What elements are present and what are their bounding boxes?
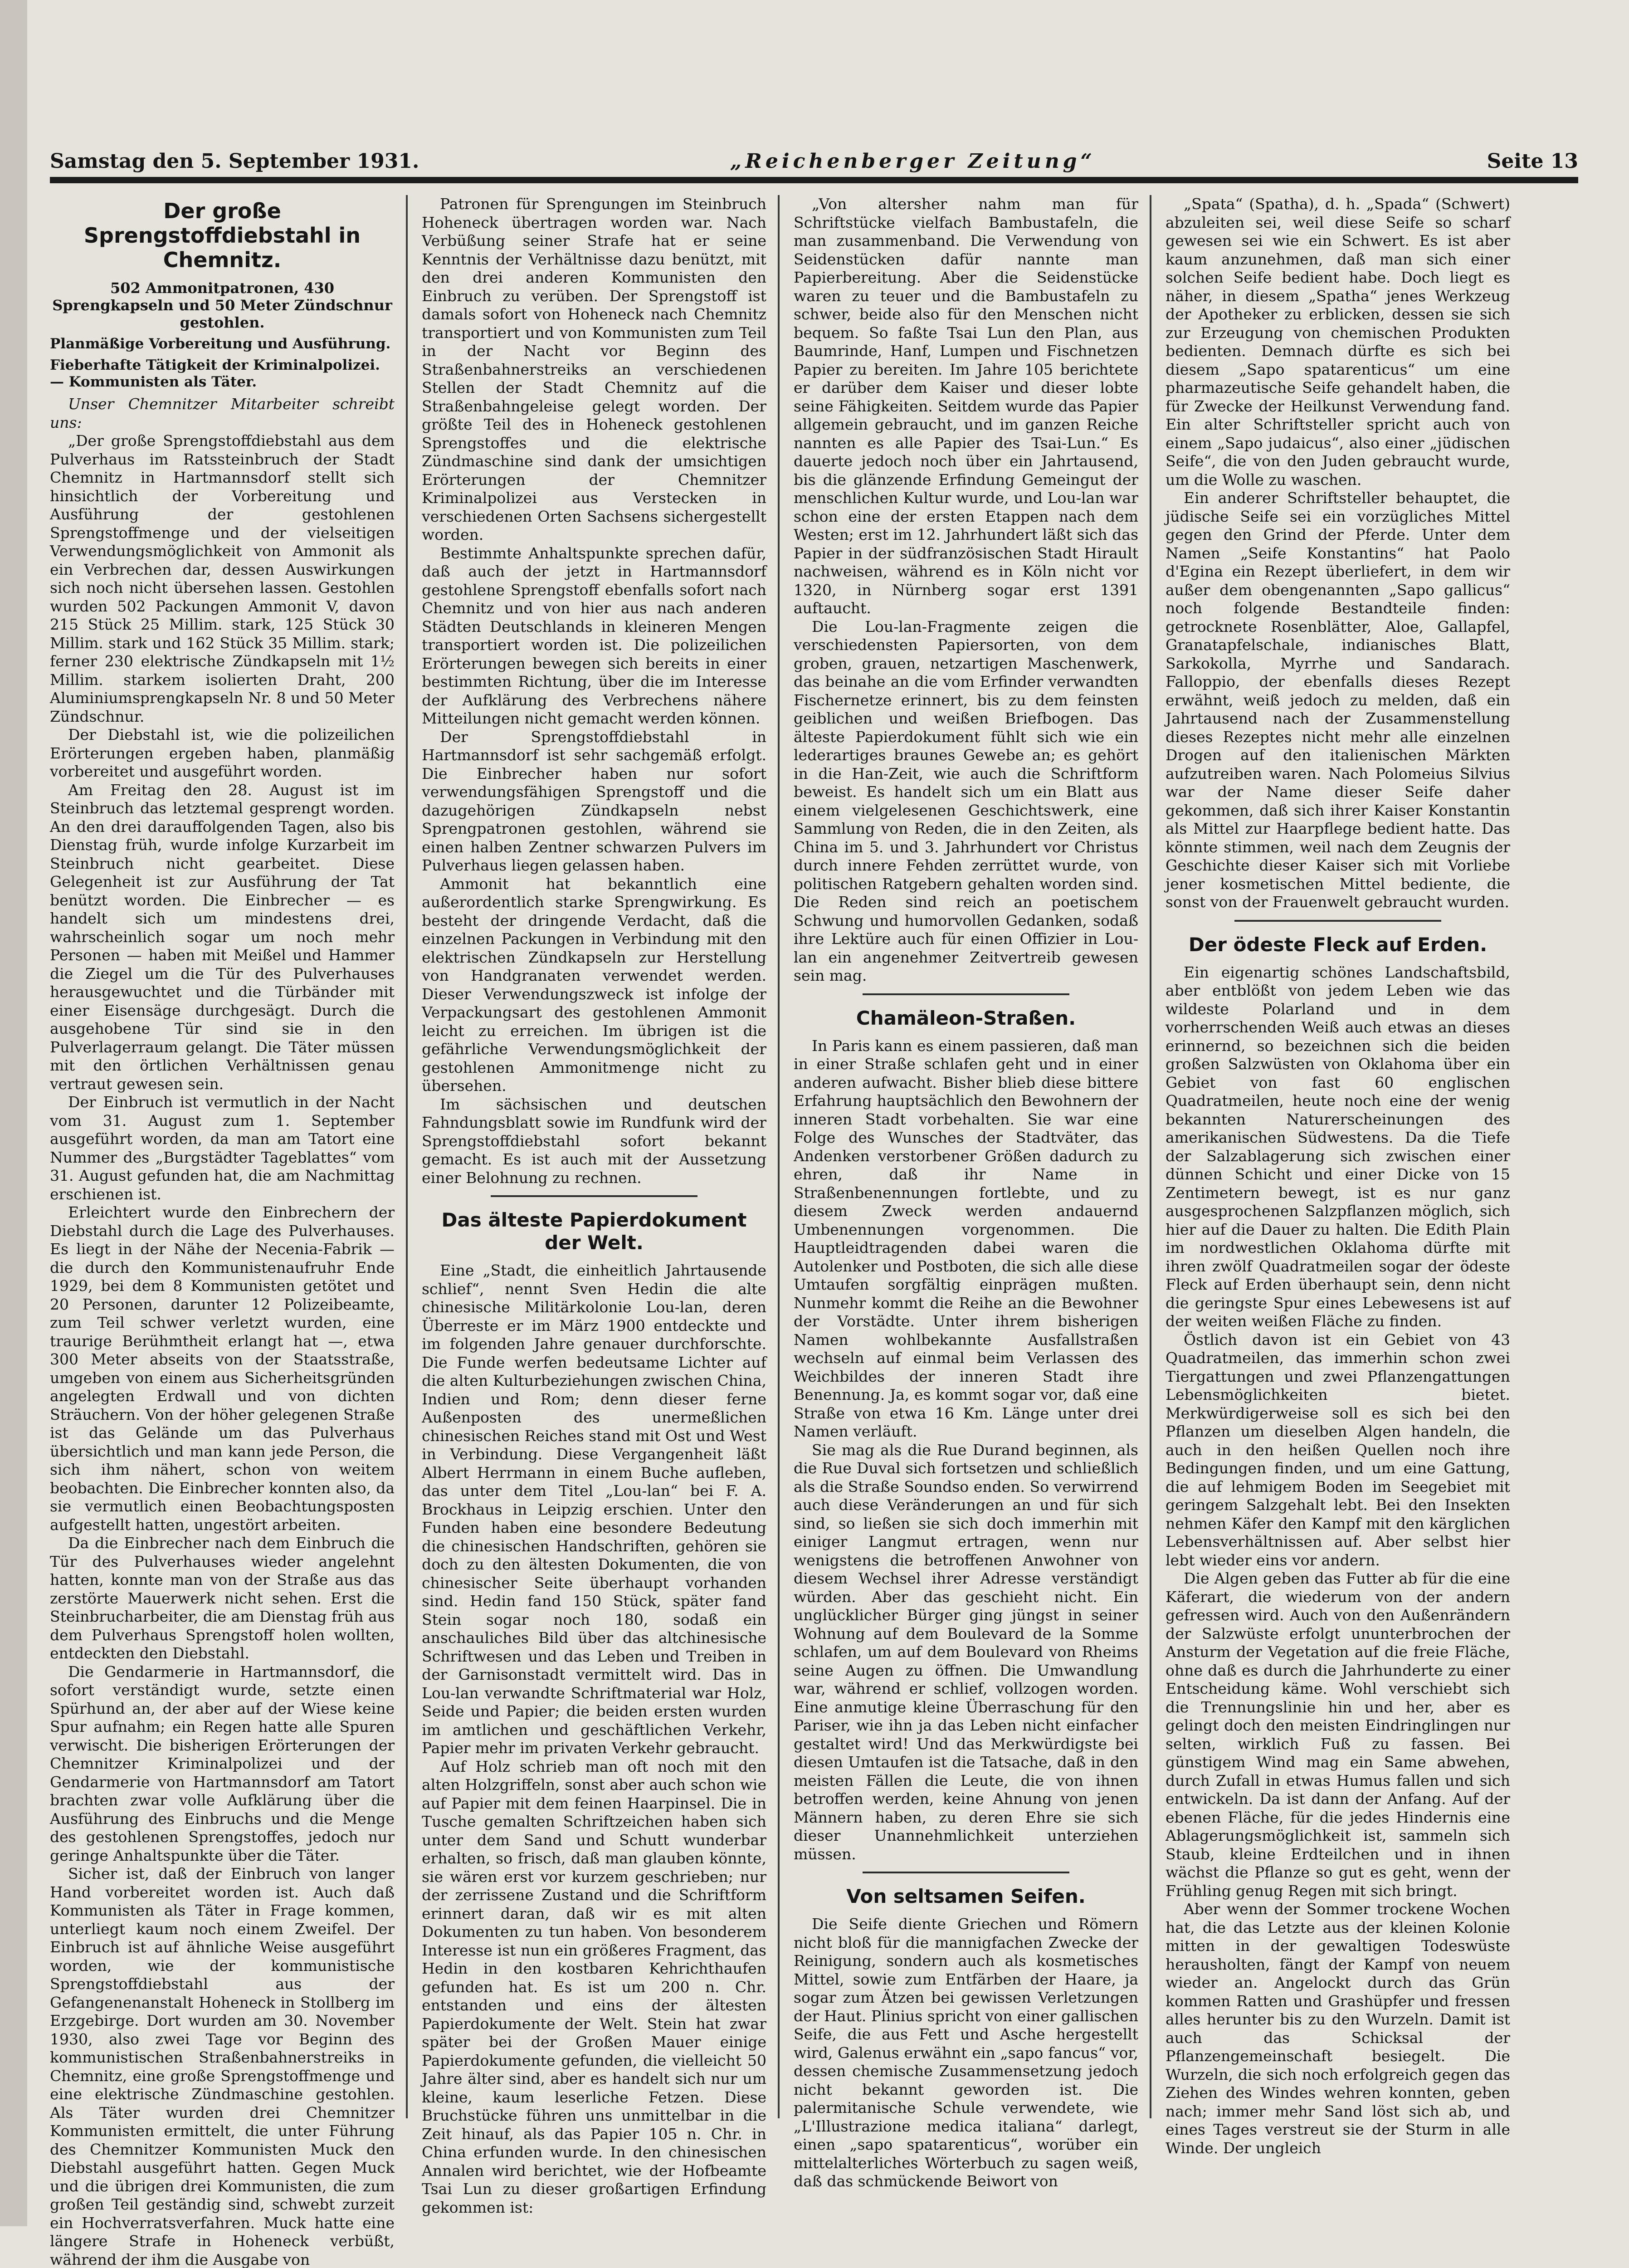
paragraph: Da die Einbrecher nach dem Einbruch die Tür des Pulverhauses wieder angelehnt hatten, konnte man von der Straße aus das zerstörte Mauerwerk nicht sehen. Erst die Steinbrucharbeiter, die am Dienstag früh aus dem Pulverhaus Sprengstoff holen wollten, entdeckten den Diebstahl.	[50, 1534, 395, 1662]
paragraph: Ammonit hat bekanntlich eine außerordentlich starke Sprengwirkung. Es besteht der dringende Verdacht, daß die einzelnen Packungen in Verbindung mit den elektrischen Zündkapseln zur Herstellung von Handgranaten verwendet werden. Dieser Verwendungszweck ist infolge der Verpackungsart des gestohlenen Ammonit leicht zu erreichen. Im übrigen ist die gefährliche Verwendungsmöglichkeit der gestohlenen Ammonitmenge nicht zu übersehen.	[422, 875, 766, 1095]
column-separator	[1150, 195, 1151, 2118]
paragraph: Auf Holz schrieb man oft noch mit den alten Holzgriffeln, sonst aber auch schon wie auf Papier mit dem feinen Haarpinsel. Die in Tusche gemalten Schriftzeichen haben sich unter dem Sand und Schutt wunderbar erhalten, so frisch, daß man glauben könnte, sie wären erst vor kurzem geschrieben; nur der zerrissene Zustand und die Schriftform erinnert daran, daß wir es mit alten Dokumenten zu tun haben. Von besonderem Interesse ist nun ein größeres Fragment, das Hedin in den kostbaren Kehrichthaufen gefunden hat. Es ist um 200 n. Chr. entstanden und eins der ältesten Papierdokumente der Welt. Stein hat zwar später bei der Großen Mauer einige Papierdokumente gefunden, die vielleicht 50 Jahre älter sind, aber es handelt sich nur um kleine, kaum leserliche Fetzen. Diese Bruchstücke führen uns unmittelbar in die Zeit hinauf, als das Papier 105 n. Chr. in China erfunden wurde. In den chinesischen Annalen wird berichtet, wie der Hofbeamte Tsai Lun zu dieser großartigen Erfindung gekommen ist:	[422, 1757, 766, 2216]
paragraph: Die Gendarmerie in Hartmannsdorf, die sofort verständigt wurde, setzte einen Spürhund an, der aber auf der Wiese keine Spur aufnahm; ein Regen hatte alle Spuren verwischt. Die bisherigen Erörterungen der Chemnitzer Kriminalpolizei und der Gendarmerie von Hartmannsdorf am Tatort brachten zwar volle Aufklärung über die Ausführung des Einbruchs und die Menge des gestohlenen Sprengstoffes, jedoch nur geringe Anhaltspunkte über die Täter.	[50, 1662, 395, 1864]
article-title-papierdokument: Das älteste Papierdokument der Welt.	[441, 1209, 747, 1254]
article-title-oedeste-fleck: Der ödeste Fleck auf Erden.	[1188, 933, 1488, 956]
column-3	[794, 195, 1138, 2190]
paragraph: Die Lou-lan-Fragmente zeigen die verschiedensten Papiersorten, von dem groben, grauen, netzartigen Maschenwerk, das beinahe an die vom Erfinder verwandten Fischernetze erinnert, bis zu dem feinsten geiblichen und weißen Briefbogen. Das älteste Papierdokument fühlt sich wie ein lederartiges braunes Gewebe an; es gehört in die Han-Zeit, wie auch die Schriftform beweist. Es handelt sich um ein Blatt aus einem vielgelesenen Geschichtswerk, eine Sammlung von Reden, die in den Zeiten, als China im 5. und 3. Jahrhundert vor Christus durch innere Fehden zerrüttet wurde, von politischen Ratgebern gehalten worden sind. Die Reden sind reich an poetischem Schwung und humorvollen Gedanken, sodaß ihre Lektüre auch für einen Offizier in Lou-lan ein angenehmer Zeitvertreib gewesen sein mag.	[794, 617, 1138, 984]
article-divider	[491, 1195, 697, 1197]
article-subtitle: 502 Ammonitpatronen, 430 Sprengkapseln und 50 Meter Zündschnur gestohlen.	[52, 279, 392, 331]
paragraph: „Von altersher nahm man für Schriftstücke vielfach Bambustafeln, die man zusammenband. Die Verwendung von Seidenstücken dafür nannte man Papierbereitung. Aber die Seidenstücke waren zu teuer und die Bambustafeln zu schwer, beide also für den Menschen nicht bequem. So faßte Tsai Lun den Plan, aus Baumrinde, Hanf, Lumpen und Fischnetzen Papier zu bereiten. Im Jahre 105 berichtete er darüber dem Kaiser und dieser lobte seine Fähigkeiten. Seitdem wurde das Papier allgemein gebraucht, und im ganzen Reiche nannten es alle Papier des Tsai-Lun.“ Es dauerte jedoch noch über ein Jahrtausend, bis die glänzende Erfindung Gemeingut der menschlichen Kultur wurde, und Lou-lan war schon eine der ersten Etappen nach dem Westen; erst im 12. Jahrhundert läßt sich das Papier in der südfranzösischen Stadt Hirault nachweisen, während es in Köln nicht vor 1320, in Nürnberg sogar erst 1391 auftaucht.	[794, 195, 1138, 617]
article-body	[794, 1915, 1138, 2191]
masthead	[50, 150, 1578, 171]
article-body	[794, 195, 1138, 985]
article-body	[422, 195, 766, 1187]
paragraph: Im sächsischen und deutschen Fahndungsblatt sowie im Rundfunk wird der Sprengstoffdiebstahl sofort bekannt gemacht. Es ist auch mit der Aussetzung einer Belohnung zu rechnen.	[422, 1095, 766, 1187]
paragraph: Eine „Stadt, die einheitlich Jahrtausende schlief“, nennt Sven Hedin die alte chinesische Militärkolonie Lou-lan, deren Überreste er im März 1900 entdeckte und im folgenden Jahre genauer durchforschte. Die Funde werfen bedeutsame Lichter auf die alten Kulturbeziehungen zwischen China, Indien und Rom; denn dieser ferne Außenposten des unermeßlichen chinesischen Reiches stand mit Ost und West in Verbindung. Diese Vergangenheit läßt Albert Herrmann in einem Buche aufleben, das unter dem Titel „Lou-lan“ bei F. A. Brockhaus in Leipzig erschien. Unter den Funden haben eine besondere Bedeutung die chinesischen Handschriften, gehören sie doch zu den ältesten Dokumenten, die von chinesischer Seite überhaupt vorhanden sind. Hedin fand 150 Stück, später fand Stein sogar noch 180, sodaß ein anschauliches Bild über das altchinesische Schriftwesen und das Leben und Treiben in der Garnisonstadt vermittelt wird. Das in Lou-lan verwandte Schriftmaterial war Holz, Seide und Papier; die beiden ersten wurden im amtlichen und geschäftlichen Verkehr, Papier mehr im privaten Verkehr gebraucht.	[422, 1261, 766, 1757]
article-divider	[863, 993, 1069, 995]
scan-edge	[0, 0, 27, 2226]
paragraph: Am Freitag den 28. August ist im Steinbruch das letztemal gesprengt worden. An den drei darauffolgenden Tagen, also bis Dienstag früh, wurde infolge Kurzarbeit im Steinbruch nicht gearbeitet. Diese Gelegenheit ist zur Ausführung der Tat benützt worden. Die Einbrecher — es handelt sich um mindestens drei, wahrscheinlich sogar um noch mehr Personen — haben mit Meißel und Hammer die Ziegel um die Tür des Pulverhauses herausgewuchtet und die Türbänder mit einer Eisensäge durchgesägt. Durch die ausgehobene Tür sind sie in den Pulverlagerraum gelangt. Die Täter müssen mit den örtlichen Verhältnissen genau vertraut gewesen sein.	[50, 781, 395, 1093]
article-divider	[1234, 920, 1441, 922]
paragraph: Ein eigenartig schönes Landschaftsbild, aber entblößt von jedem Leben wie das wildeste Polarland und in dem vorherrschenden Weiß auch etwas an dieses erinnernd, so bezeichnen sich die beiden großen Salzwüsten von Oklahoma über ein Gebiet von fast 60 englischen Quadratmeilen, heute noch eine der wenig bekannten Naturerscheinungen des amerikanischen Südwestens. Da die Tiefe der Salzablagerung sich zwischen einer dünnen Schicht und einer Dicke von 15 Zentimetern bewegt, ist es nur ganz ausgesprochenen Salzpflanzen möglich, sich hier auf die Dauer zu halten. Die Edith Plain im nordwestlichen Oklahoma dürfte mit ihren zwölf Quadratmeilen sogar der ödeste Fleck auf Erden überhaupt sein, denn nicht die geringste Spur eines Lebewesens ist auf der weiten weißen Fläche zu finden.	[1166, 963, 1510, 1330]
column-2	[422, 195, 766, 2216]
article-body	[1166, 195, 1510, 912]
paragraph: „Spata“ (Spatha), d. h. „Spada“ (Schwert) abzuleiten sei, weil diese Seife so scharf gewesen sei wie ein Schwert. Es ist aber kaum anzunehmen, daß man sich einer solchen Seife bedient habe. Doch liegt es näher, in diesem „Spatha“ jenes Werkzeug der Apotheker zu erblicken, dessen sie sich zur Erzeugung von chemischen Produkten bedienten. Demnach dürfte es sich bei diesem „Sapo spatarenticus“ um eine pharmazeutische Seife gehandelt haben, die für Zwecke der Heilkunst Verwendung fand. Ein alter Schriftsteller spricht auch von einem „Sapo judaicus“, also einer „jüdischen Seife“, die von den Juden gebraucht wurde, um die Wolle zu waschen.	[1166, 195, 1510, 489]
article-title-sprengstoff: Der große Sprengstoffdiebstahl in Chemnitz.	[83, 199, 361, 272]
article-title-seifen: Von seltsamen Seifen.	[846, 1885, 1086, 1907]
article-body	[50, 432, 395, 2268]
article-intro: Unser Chemnitzer Mitarbeiter schreibt uns:	[50, 395, 395, 431]
paragraph: Sicher ist, daß der Einbruch von langer Hand vorbereitet worden ist. Auch daß Kommunisten als Täter in Frage kommen, unterliegt kaum noch einem Zweifel. Der Einbruch ist auf ähnliche Weise ausgeführt worden, wie der kommunistische Sprengstoffdiebstahl aus der Gefangenenanstalt Hoheneck in Stollberg im Erzgebirge. Dort wurden am 30. November 1930, also zwei Tage vor Beginn des kommunistischen Straßenbahnerstreiks in Chemnitz, eine große Sprengstoffmenge und eine elektrische Zündmaschine gestohlen. Als Täter wurden drei Chemnitzer Kommunisten ermittelt, die unter Führung des Chemnitzer Kommunisten Muck den Diebstahl ausgeführt hatten. Gegen Muck und die übrigen drei Kommunisten, die zum großen Teil geständig sind, schwebt zurzeit ein Hochverratsverfahren. Muck hatte eine längere Strafe in Hoheneck verbüßt, während der ihm die Ausgabe von	[50, 1865, 395, 2268]
paragraph: Östlich davon ist ein Gebiet von 43 Quadratmeilen, das immerhin schon zwei Tiergattungen und zwei Pflanzengattungen Lebensmöglichkeiten bietet. Merkwürdigerweise soll es sich bei den Pflanzen um dieselben Algen handeln, die auch in den heißen Quellen noch ihre Bedingungen finden, und um eine Gattung, die auf lehmigem Boden im Seegebiet mit geringem Salzgehalt lebt. Bei den Insekten nehmen Käfer den Kampf mit den kärglichen Lebensverhältnissen auf. Aber selbst hier lebt wieder eins vor andern.	[1166, 1330, 1510, 1569]
article-body	[422, 1261, 766, 2217]
paragraph: Aber wenn der Sommer trockene Wochen hat, die das Letzte aus der kleinen Kolonie mitten in der gewaltigen Todeswüste herausholten, fängt der Kampf von neuem wieder an. Angelockt durch das Grün kommen Ratten und Grashüpfer und fressen alles herunter bis zu den Wurzeln. Damit ist auch das Schicksal der Pflanzengemeinschaft besiegelt. Die Wurzeln, die sich noch erfolgreich gegen das Ziehen des Windes wehren konnten, geben nach; immer mehr Sand löst sich ab, und eines Tages verstreut sie der Sturm in alle Winde. Der ungleich	[1166, 1900, 1510, 2157]
paragraph: Erleichtert wurde den Einbrechern der Diebstahl durch die Lage des Pulverhauses. Es liegt in der Nähe der Necenia-Fabrik — die durch den Kommunistenaufruhr Ende 1929, bei dem 8 Kommunisten getötet und 20 Personen, darunter 12 Polizeibeamte, zum Teil schwer verletzt wurden, eine traurige Berühmtheit erlangt hat —, etwa 300 Meter abseits von der Staatsstraße, umgeben von einem aus Sicherheitsgründen angelegten Erdwall und von dichten Sträuchern. Von der höher gelegenen Straße ist das Gelände um das Pulverhaus übersichtlich und man kann jede Person, die sich ihm nähert, schon von weitem beobachten. Die Einbrecher konnten also, da sie vermutlich einen Beobachtungsposten aufgestellt hatten, ungestört arbeiten.	[50, 1203, 395, 1534]
column-1	[50, 195, 395, 2268]
masthead-page: Seite 13	[1487, 150, 1578, 173]
paragraph: Der Sprengstoffdiebstahl in Hartmannsdorf ist sehr sachgemäß erfolgt. Die Einbrecher haben nur sofort verwendungsfähigen Sprengstoff und die dazugehörigen Zündkapseln nebst Sprengpatronen gestohlen, während sie einen halben Zentner schwarzen Pulvers im Pulverhaus liegen gelassen haben.	[422, 728, 766, 874]
paragraph: Ein anderer Schriftsteller behauptet, die jüdische Seife sei ein vorzügliches Mittel gegen den Grind der Pferde. Unter dem Namen „Seife Konstantins“ hat Paolo d'Egina ein Rezept überliefert, in dem wir außer dem obengenannten „Sapo gallicus“ noch folgende Bestandteile finden: getrocknete Rosenblätter, Aloe, Gallapfel, Granatapfelschale, indianisches Blatt, Sarkokolla, Myrrhe und Sandarach. Falloppio, der ebenfalls dieses Rezept erwähnt, weiß jedoch zu melden, daß ein Jahrtausend nach der Zusammenstellung dieses Rezeptes nicht mehr alle einzelnen Drogen auf den italienischen Märkten aufzutreiben waren. Nach Polomeius Silvius war der Name dieser Seife daher gekommen, daß sich ihrer Kaiser Konstantin als Mittel zur Haarpflege bedient hatte. Das könnte stimmen, weil nach dem Zeugnis der Geschichte dieser Kaiser sich mit Vorliebe jener kosmetischen Mittel bediente, die sonst von der Frauenwelt gebraucht wurden.	[1166, 489, 1510, 911]
masthead-rule	[50, 177, 1578, 183]
paragraph: Der Diebstahl ist, wie die polizeilichen Erörterungen ergeben haben, planmäßig vorbereitet und ausgeführt worden.	[50, 726, 395, 780]
article-divider	[863, 1872, 1069, 1873]
article-title-chamaeleon: Chamäleon-Straßen.	[856, 1007, 1076, 1029]
article-subtitle: Planmäßige Vorbereitung und Ausführung.	[50, 336, 391, 352]
masthead-paper: „Reichenberger Zeitung“	[730, 150, 1096, 173]
column-4	[1166, 195, 1510, 2157]
paragraph: In Paris kann es einem passieren, daß man in einer Straße schlafen geht und in einer anderen aufwacht. Bisher blieb diese bittere Erfahrung hauptsächlich den Bewohnern der inneren Stadt vorbehalten. Sie war eine Folge des Wunsches der Stadtväter, das Andenken verstorbener Größen dadurch zu ehren, daß ihr Name in Straßenbenennungen fortlebte, und zu diesem Zweck werden andauernd Umbenennungen vorgenommen. Die Hauptleidtragenden dabei waren die Autolenker und Postboten, die sich alle diese Umtaufen sorgfältig einprägen mußten. Nunmehr kommt die Reihe an die Bewohner der Vorstädte. Unter ihrem bisherigen Namen wohlbekannte Ausfallstraßen wechseln auf einmal beim Verlassen des Weichbildes der inneren Stadt ihre Benennung. Ja, es kommt sogar vor, daß eine Straße von etwa 16 Km. Länge unter drei Namen verläuft.	[794, 1036, 1138, 1440]
paragraph: Bestimmte Anhaltspunkte sprechen dafür, daß auch der jetzt in Hartmannsdorf gestohlene Sprengstoff ebenfalls sofort nach Chemnitz und von hier aus nach anderen Städten Deutschlands in kleineren Mengen transportiert worden ist. Die polizeilichen Erörterungen bewegen sich bereits in einer bestimmten Richtung, über die im Interesse der Aufklärung des Verbrechens nähere Mitteilungen nicht gemacht werden können.	[422, 544, 766, 727]
column-separator	[778, 195, 780, 2118]
masthead-date: Samstag den 5. September 1931.	[50, 150, 419, 173]
paragraph: Die Seife diente Griechen und Römern nicht bloß für die mannigfachen Zwecke der Reinigung, sondern auch als kosmetisches Mittel, sowie zum Entfärben der Haare, ja sogar zum Ätzen bei gewissen Verletzungen der Haut. Plinius spricht von einer gallischen Seife, die aus Fett und Asche hergestellt wird, Galenus erwähnt ein „sapo fancus“ vor, dessen chemische Zusammensetzung jedoch nicht bekannt geworden ist. Die palermitanische Schule verwendete, wie „L'Illustrazione medica italiana“ darlegt, einen „sapo spatarenticus“, worüber ein mittelalterliches Wörterbuch zu sagen weiß, daß das schmückende Beiwort von	[794, 1915, 1138, 2190]
paragraph: „Der große Sprengstoffdiebstahl aus dem Pulverhaus im Ratssteinbruch der Stadt Chemnitz in Hartmannsdorf stellt sich hinsichtlich der Vorbereitung und Ausführung der gestohlenen Sprengstoffmenge und der vielseitigen Verwendungsmöglichkeit von Ammonit als ein Verbrechen dar, dessen Auswirkungen sich noch nicht übersehen lassen. Gestohlen wurden 502 Packungen Ammonit V, davon 215 Stück 25 Millim. stark, 125 Stück 30 Millim. stark und 162 Stück 35 Millim. stark; ferner 230 elektrische Zündkapseln mit 1½ Millim. starkem isolierten Draht, 200 Aluminiumsprengkapseln Nr. 8 und 50 Meter Zündschnur.	[50, 432, 395, 725]
paragraph: Die Algen geben das Futter ab für die eine Käferart, die wiederum von der andern gefressen wird. Auch von den Außenrändern der Salzwüste erfolgt ununterbrochen der Ansturm der Vegetation auf die freie Fläche, ohne daß es durch die Jahrhunderte zu einer Entscheidung käme. Wohl verschiebt sich die Trennungslinie hin und her, aber es gelingt doch den meisten Eindringlingen nur selten, wirklich Fuß zu fassen. Bei günstigem Wind mag ein Same abwehen, durch Zufall in etwas Humus fallen und sich entwickeln. Da ist dann der Anfang. Auf der ebenen Fläche, für die jedes Hindernis eine Ablagerungsmöglichkeit ist, sammeln sich Staub, kleine Erdteilchen und in ihnen wächst die Pflanze so gut es geht, wenn der Frühling genug Regen mit sich bringt.	[1166, 1569, 1510, 1900]
article-subtitle: Fieberhafte Tätigkeit der Kriminalpolizei. — Kommunisten als Täter.	[50, 357, 380, 390]
paragraph: Sie mag als die Rue Durand beginnen, als die Rue Duval sich fortsetzen und schließlich als die Straße Soundso enden. So verwirrend auch diese Veränderungen an und für sich sind, so ließen sie sich doch immerhin mit einiger Langmut ertragen, wenn nur wenigstens die betroffenen Anwohner von diesem Wechsel ihrer Adresse verständigt würden. Aber das geschieht nicht. Ein unglücklicher Bürger ging jüngst in seiner Wohnung auf dem Boulevard de la Somme schlafen, um auf dem Boulevard von Rheims seine Augen zu öffnen. Die Umwandlung war, während er schlief, vollzogen worden. Eine anmutige kleine Überraschung für den Pariser, wie ihn ja das Leben nicht einfacher gestaltet wird! Und das Merkwürdigste bei diesen Umtaufen ist die Tatsache, daß in den meisten Fällen die Leute, die von ihnen betroffen werden, keine Ahnung von jenen Männern haben, zu deren Ehre sie sich dieser Unannehmlichkeit unterziehen müssen.	[794, 1441, 1138, 1863]
column-separator	[406, 195, 408, 2118]
article-body	[1166, 963, 1510, 2158]
paragraph: Patronen für Sprengungen im Steinbruch Hoheneck übertragen worden war. Nach Verbüßung seiner Strafe hat er seine Kenntnis der Verhältnisse dazu benützt, mit den drei anderen Kommunisten den Einbruch zu verüben. Der Sprengstoff ist damals sofort von Hoheneck nach Chemnitz transportiert und von Kommunisten zum Teil in der Nacht vor Beginn des Straßenbahnerstreiks an verschiedenen Stellen der Stadt Chemnitz auf die Straßenbahngeleise gelegt worden. Der größte Teil des in Hoheneck gestohlenen Sprengstoffes und die elektrische Zündmaschine sind dank der umsichtigen Erörterungen der Chemnitzer Kriminalpolizei aus Verstecken in verschiedenen Orten Sachsens sichergestellt worden.	[422, 195, 766, 543]
article-body	[794, 1037, 1138, 1864]
paragraph: Der Einbruch ist vermutlich in der Nacht vom 31. August zum 1. September ausgeführt worden, da man am Tatort eine Nummer des „Burgstädter Tageblattes“ vom 31. August gefunden hat, die am Nachmittag erschienen ist.	[50, 1093, 395, 1203]
